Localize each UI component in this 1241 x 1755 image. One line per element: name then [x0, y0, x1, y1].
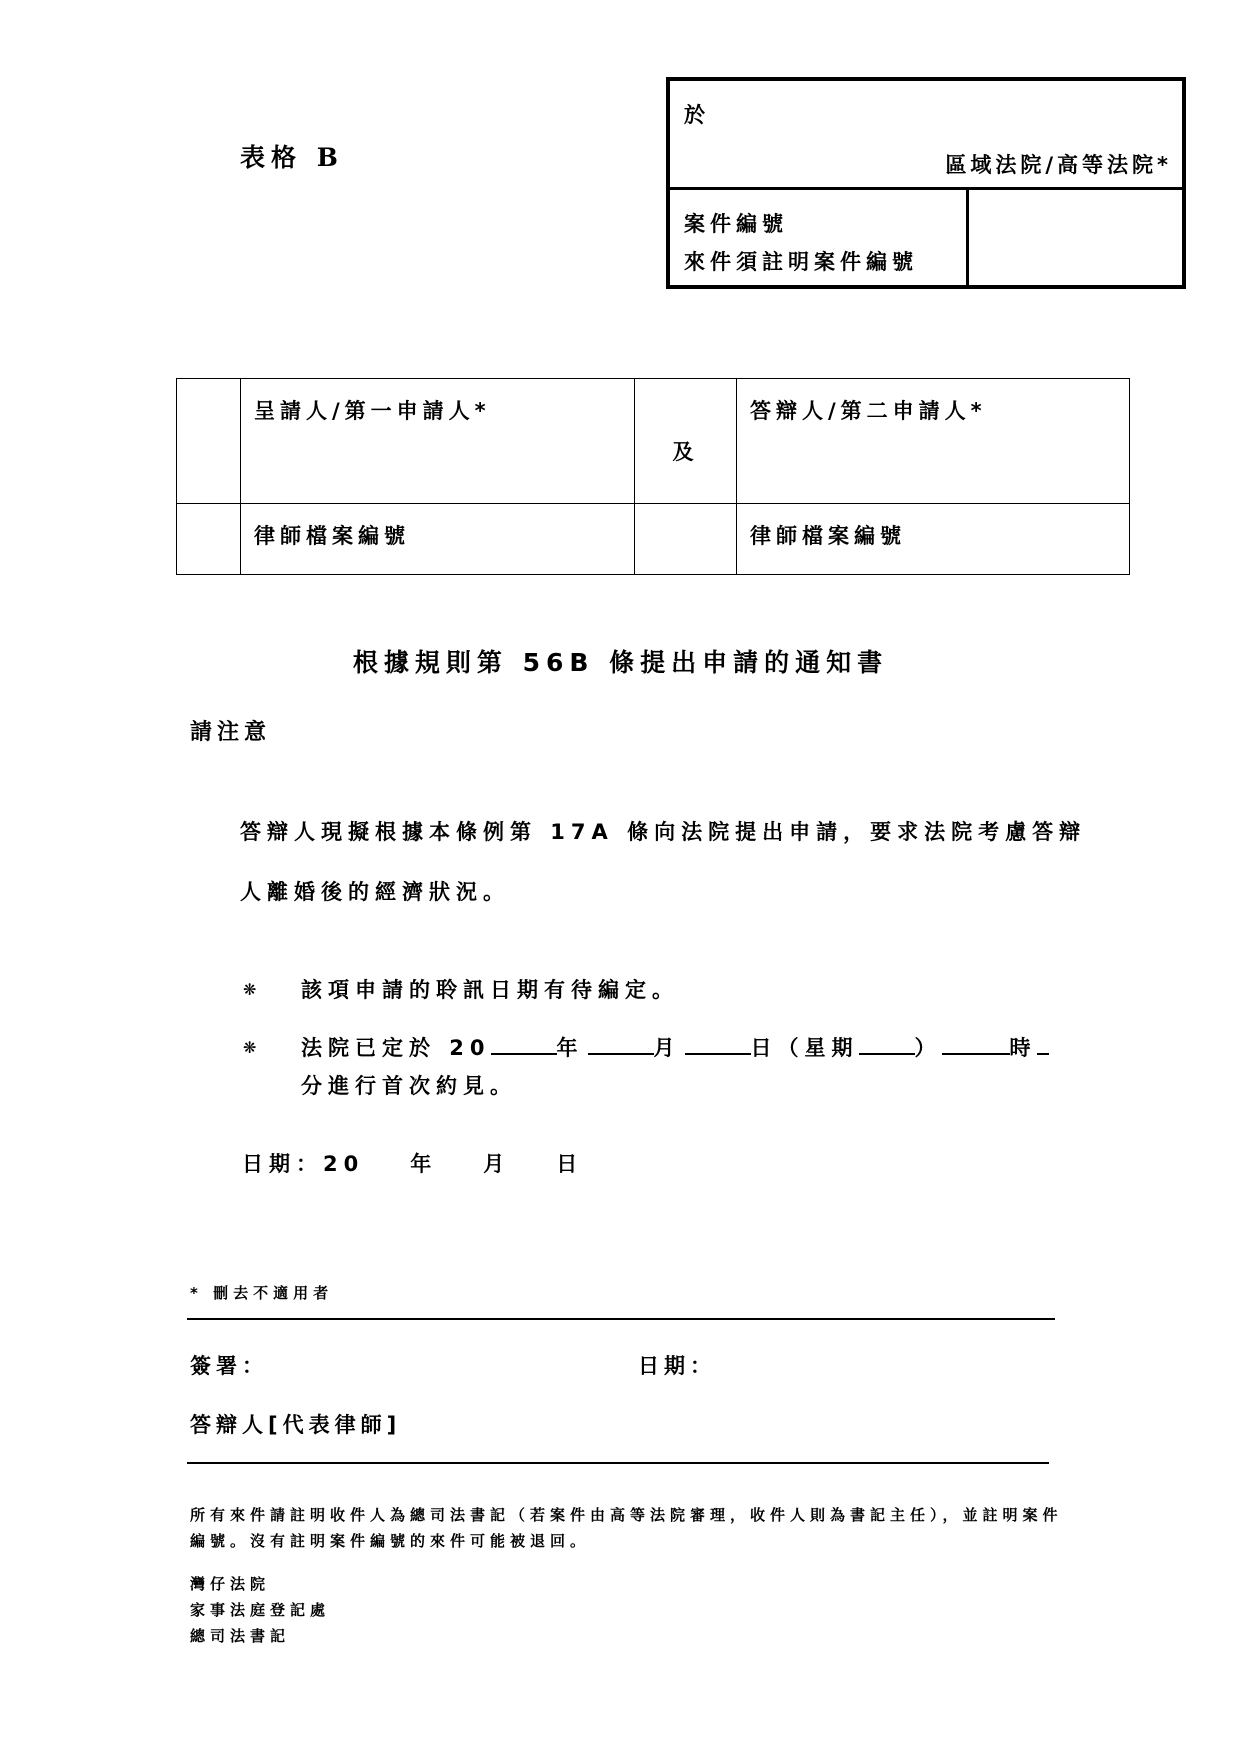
solicitor-margin-cell — [177, 504, 241, 575]
divider — [187, 1462, 1049, 1464]
bullet-appointment-fixed — [301, 1032, 1049, 1062]
respondent-cell — [737, 379, 1130, 504]
document-title: 根據規則第 56B 條提出申請的通知書 — [352, 648, 889, 677]
weekday-blank[interactable] — [859, 1033, 915, 1055]
petitioner-ref-cell — [241, 504, 635, 575]
case-number-title: 案件編號 — [684, 212, 788, 236]
case-number-note: 來件須註明案件編號 — [684, 250, 918, 274]
respondent-label: 答辯人/第二申請人* — [750, 399, 987, 423]
court-box-top — [670, 81, 1182, 190]
court-box — [666, 77, 1186, 289]
divider — [187, 1318, 1055, 1320]
date-day: 日 — [556, 1152, 584, 1176]
date-month: 月 — [483, 1152, 511, 1176]
asterisk-bullet-icon: ❋ — [243, 1038, 257, 1057]
date-label: 日期：20 — [242, 1152, 365, 1176]
and-cell — [635, 379, 737, 504]
solicitor-spacer-cell — [635, 504, 737, 575]
and-label: 及 — [672, 440, 699, 464]
address-line: 灣仔法院 — [190, 1575, 271, 1593]
petitioner-cell — [241, 379, 635, 504]
bullet-appointment-line2: 分進行首次約見。 — [301, 1074, 517, 1098]
signature-label: 簽署： — [190, 1354, 268, 1378]
asterisk-bullet-icon: ❋ — [243, 980, 257, 999]
attention-heading: 請注意 — [190, 720, 272, 745]
case-number-divider — [966, 189, 969, 289]
parties-table — [176, 378, 1130, 575]
minute-blank[interactable] — [1037, 1033, 1049, 1055]
respondent-ref-cell — [737, 504, 1130, 575]
body-paragraph-line2: 人離婚後的經濟狀況。 — [240, 880, 510, 904]
date-year: 年 — [410, 1152, 438, 1176]
petitioner-solicitor-ref: 律師檔案編號 — [254, 524, 410, 548]
signature-party: 答辯人[代表律師] — [190, 1413, 402, 1437]
address-line: 家事法庭登記處 — [190, 1601, 331, 1619]
court-at-label: 於 — [684, 103, 705, 127]
year-blank[interactable] — [491, 1033, 557, 1055]
appointment-part: 年 — [556, 1036, 584, 1060]
court-names: 區域法院/高等法院* — [945, 153, 1172, 177]
respondent-solicitor-ref: 律師檔案編號 — [750, 524, 906, 548]
body-paragraph-line1: 答辯人現擬根據本條例第 17A 條向法院提出申請，要求法院考慮答辯 — [240, 820, 1087, 844]
month-blank[interactable] — [588, 1033, 654, 1055]
date-line — [242, 1148, 583, 1178]
appointment-part: 月 — [653, 1036, 681, 1060]
form-label: 表格 B — [240, 143, 344, 172]
delete-inapplicable-note: * 刪去不適用者 — [190, 1284, 334, 1302]
signature-date-label: 日期： — [638, 1354, 716, 1378]
petitioner-label: 呈請人/第一申請人* — [254, 399, 491, 423]
case-number-label — [684, 205, 918, 281]
day-blank[interactable] — [685, 1033, 751, 1055]
parties-margin-cell — [177, 379, 241, 504]
solicitor-ref-row — [177, 504, 1130, 575]
appointment-part: 日（星期 — [750, 1036, 859, 1060]
appointment-part: 時 — [1009, 1036, 1037, 1060]
appointment-part: 法院已定於 20 — [301, 1036, 491, 1060]
parties-row — [177, 379, 1130, 504]
appointment-part: ） — [914, 1036, 942, 1060]
hour-blank[interactable] — [942, 1033, 1010, 1055]
bullet-hearing-pending: 該項申請的聆訊日期有待編定。 — [301, 978, 679, 1002]
footer-notice: 所有來件請註明收件人為總司法書記（若案件由高等法院審理，收件人則為書記主任），並註明案件編號。沒有註明案件編號的來件可能被退回。 — [190, 1506, 1063, 1550]
address-line: 總司法書記 — [190, 1627, 291, 1645]
